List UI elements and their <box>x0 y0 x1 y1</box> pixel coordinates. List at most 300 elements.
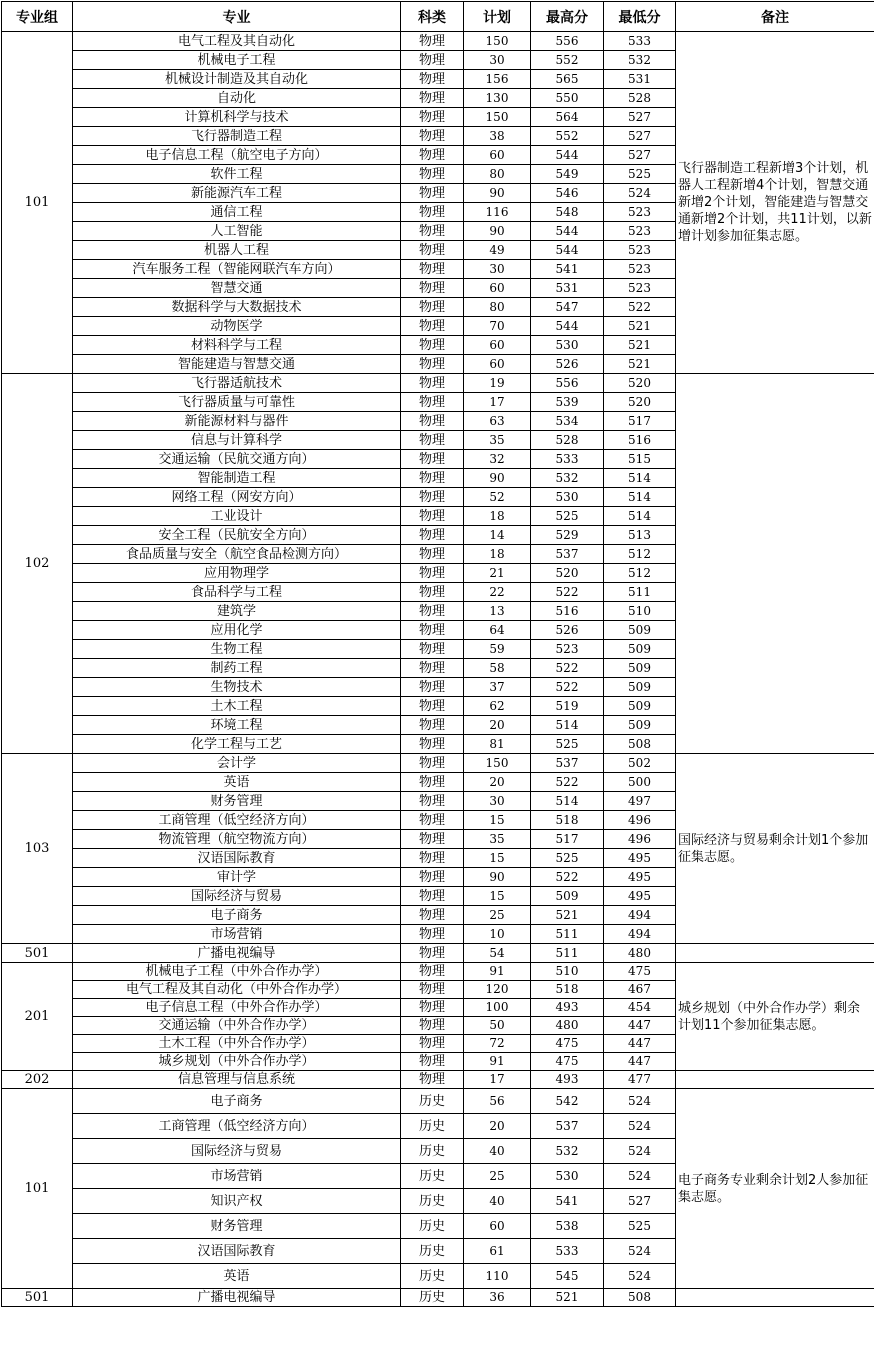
plan-count-cell: 52 <box>464 488 531 507</box>
major-cell: 知识产权 <box>73 1189 401 1214</box>
max-score-cell: 526 <box>531 355 604 374</box>
subject-type-cell: 物理 <box>401 507 464 526</box>
header-max-score: 最高分 <box>531 2 604 32</box>
max-score-cell: 510 <box>531 963 604 981</box>
subject-type-cell: 物理 <box>401 203 464 222</box>
subject-type-cell: 物理 <box>401 583 464 602</box>
min-score-cell: 514 <box>604 507 676 526</box>
max-score-cell: 530 <box>531 488 604 507</box>
plan-count-cell: 37 <box>464 678 531 697</box>
max-score-cell: 520 <box>531 564 604 583</box>
max-score-cell: 539 <box>531 393 604 412</box>
subject-type-cell: 物理 <box>401 602 464 621</box>
max-score-cell: 533 <box>531 1239 604 1264</box>
min-score-cell: 520 <box>604 393 676 412</box>
subject-type-cell: 物理 <box>401 944 464 963</box>
max-score-cell: 546 <box>531 184 604 203</box>
max-score-cell: 565 <box>531 70 604 89</box>
plan-count-cell: 91 <box>464 963 531 981</box>
max-score-cell: 530 <box>531 1164 604 1189</box>
header-major: 专业 <box>73 2 401 32</box>
table-row <box>2 754 874 773</box>
header-min-score: 最低分 <box>604 2 676 32</box>
subject-type-cell: 物理 <box>401 127 464 146</box>
major-cell: 化学工程与工艺 <box>73 735 401 754</box>
subject-type-cell: 物理 <box>401 716 464 735</box>
subject-type-cell: 物理 <box>401 981 464 999</box>
remarks-cell <box>676 1071 874 1089</box>
max-score-cell: 518 <box>531 811 604 830</box>
max-score-cell: 537 <box>531 754 604 773</box>
min-score-cell: 527 <box>604 108 676 127</box>
major-cell: 英语 <box>73 1264 401 1289</box>
max-score-cell: 547 <box>531 298 604 317</box>
plan-count-cell: 20 <box>464 716 531 735</box>
subject-type-cell: 物理 <box>401 906 464 925</box>
min-score-cell: 520 <box>604 374 676 393</box>
subject-type-cell: 物理 <box>401 659 464 678</box>
plan-count-cell: 40 <box>464 1139 531 1164</box>
plan-count-cell: 30 <box>464 792 531 811</box>
subject-type-cell: 物理 <box>401 811 464 830</box>
plan-count-cell: 38 <box>464 127 531 146</box>
plan-count-cell: 15 <box>464 887 531 906</box>
major-cell: 安全工程（民航安全方向） <box>73 526 401 545</box>
group-code-cell: 101 <box>2 32 73 374</box>
min-score-cell: 475 <box>604 963 676 981</box>
max-score-cell: 509 <box>531 887 604 906</box>
major-cell: 审计学 <box>73 868 401 887</box>
subject-type-cell: 物理 <box>401 621 464 640</box>
max-score-cell: 493 <box>531 1071 604 1089</box>
plan-count-cell: 15 <box>464 849 531 868</box>
plan-count-cell: 90 <box>464 868 531 887</box>
major-cell: 通信工程 <box>73 203 401 222</box>
max-score-cell: 516 <box>531 602 604 621</box>
remarks-cell <box>676 944 874 963</box>
subject-type-cell: 物理 <box>401 925 464 944</box>
max-score-cell: 544 <box>531 146 604 165</box>
plan-count-cell: 90 <box>464 469 531 488</box>
major-cell: 人工智能 <box>73 222 401 241</box>
min-score-cell: 521 <box>604 355 676 374</box>
min-score-cell: 447 <box>604 1035 676 1053</box>
min-score-cell: 517 <box>604 412 676 431</box>
group-code-cell: 501 <box>2 944 73 963</box>
major-cell: 机械电子工程 <box>73 51 401 70</box>
major-cell: 食品科学与工程 <box>73 583 401 602</box>
subject-type-cell: 物理 <box>401 393 464 412</box>
subject-type-cell: 物理 <box>401 887 464 906</box>
min-score-cell: 494 <box>604 925 676 944</box>
max-score-cell: 523 <box>531 640 604 659</box>
major-cell: 英语 <box>73 773 401 792</box>
group-code-cell: 102 <box>2 374 73 754</box>
plan-count-cell: 80 <box>464 165 531 184</box>
plan-count-cell: 70 <box>464 317 531 336</box>
max-score-cell: 532 <box>531 469 604 488</box>
subject-type-cell: 历史 <box>401 1089 464 1114</box>
min-score-cell: 467 <box>604 981 676 999</box>
max-score-cell: 545 <box>531 1264 604 1289</box>
max-score-cell: 493 <box>531 999 604 1017</box>
min-score-cell: 527 <box>604 127 676 146</box>
max-score-cell: 556 <box>531 32 604 51</box>
max-score-cell: 475 <box>531 1035 604 1053</box>
plan-count-cell: 60 <box>464 336 531 355</box>
subject-type-cell: 物理 <box>401 108 464 127</box>
max-score-cell: 541 <box>531 260 604 279</box>
subject-type-cell: 物理 <box>401 298 464 317</box>
max-score-cell: 521 <box>531 1289 604 1307</box>
plan-count-cell: 35 <box>464 830 531 849</box>
group-code-cell: 101 <box>2 1089 73 1289</box>
plan-count-cell: 36 <box>464 1289 531 1307</box>
plan-count-cell: 14 <box>464 526 531 545</box>
major-cell: 国际经济与贸易 <box>73 887 401 906</box>
max-score-cell: 525 <box>531 735 604 754</box>
min-score-cell: 494 <box>604 906 676 925</box>
major-cell: 广播电视编导 <box>73 1289 401 1307</box>
plan-count-cell: 72 <box>464 1035 531 1053</box>
major-cell: 生物工程 <box>73 640 401 659</box>
remarks-cell <box>676 374 874 754</box>
subject-type-cell: 物理 <box>401 70 464 89</box>
max-score-cell: 532 <box>531 1139 604 1164</box>
max-score-cell: 519 <box>531 697 604 716</box>
subject-type-cell: 物理 <box>401 146 464 165</box>
max-score-cell: 531 <box>531 279 604 298</box>
table-row <box>2 963 874 981</box>
major-cell: 机械设计制造及其自动化 <box>73 70 401 89</box>
major-cell: 智能制造工程 <box>73 469 401 488</box>
plan-count-cell: 81 <box>464 735 531 754</box>
subject-type-cell: 物理 <box>401 849 464 868</box>
major-cell: 汉语国际教育 <box>73 849 401 868</box>
major-cell: 财务管理 <box>73 792 401 811</box>
plan-count-cell: 20 <box>464 773 531 792</box>
major-cell: 建筑学 <box>73 602 401 621</box>
major-cell: 自动化 <box>73 89 401 108</box>
plan-count-cell: 21 <box>464 564 531 583</box>
min-score-cell: 495 <box>604 887 676 906</box>
max-score-cell: 537 <box>531 545 604 564</box>
min-score-cell: 495 <box>604 849 676 868</box>
min-score-cell: 509 <box>604 697 676 716</box>
min-score-cell: 514 <box>604 469 676 488</box>
subject-type-cell: 物理 <box>401 165 464 184</box>
max-score-cell: 552 <box>531 127 604 146</box>
min-score-cell: 502 <box>604 754 676 773</box>
major-cell: 汽车服务工程（智能网联汽车方向） <box>73 260 401 279</box>
major-cell: 飞行器制造工程 <box>73 127 401 146</box>
min-score-cell: 524 <box>604 1239 676 1264</box>
subject-type-cell: 物理 <box>401 32 464 51</box>
plan-count-cell: 60 <box>464 1214 531 1239</box>
min-score-cell: 524 <box>604 1139 676 1164</box>
subject-type-cell: 物理 <box>401 89 464 108</box>
plan-count-cell: 110 <box>464 1264 531 1289</box>
table-row <box>2 32 874 51</box>
major-cell: 市场营销 <box>73 1164 401 1189</box>
plan-count-cell: 130 <box>464 89 531 108</box>
min-score-cell: 524 <box>604 184 676 203</box>
min-score-cell: 532 <box>604 51 676 70</box>
min-score-cell: 523 <box>604 241 676 260</box>
remarks-cell: 飞行器制造工程新增3个计划，机器人工程新增4个计划，智慧交通新增2个计划，智能建造与智慧交通新增2个计划，共11计划，以新增计划参加征集志愿。 <box>676 32 874 374</box>
min-score-cell: 500 <box>604 773 676 792</box>
major-cell: 软件工程 <box>73 165 401 184</box>
subject-type-cell: 物理 <box>401 317 464 336</box>
table-body <box>2 32 874 1307</box>
plan-count-cell: 120 <box>464 981 531 999</box>
table-row <box>2 1289 874 1307</box>
max-score-cell: 544 <box>531 317 604 336</box>
subject-type-cell: 历史 <box>401 1139 464 1164</box>
major-cell: 电气工程及其自动化 <box>73 32 401 51</box>
min-score-cell: 497 <box>604 792 676 811</box>
max-score-cell: 526 <box>531 621 604 640</box>
subject-type-cell: 物理 <box>401 241 464 260</box>
plan-count-cell: 40 <box>464 1189 531 1214</box>
max-score-cell: 544 <box>531 241 604 260</box>
min-score-cell: 513 <box>604 526 676 545</box>
header-type: 科类 <box>401 2 464 32</box>
table-row <box>2 1071 874 1089</box>
subject-type-cell: 物理 <box>401 431 464 450</box>
min-score-cell: 525 <box>604 165 676 184</box>
max-score-cell: 522 <box>531 583 604 602</box>
plan-count-cell: 64 <box>464 621 531 640</box>
min-score-cell: 521 <box>604 317 676 336</box>
subject-type-cell: 物理 <box>401 999 464 1017</box>
subject-type-cell: 物理 <box>401 469 464 488</box>
max-score-cell: 521 <box>531 906 604 925</box>
min-score-cell: 527 <box>604 1189 676 1214</box>
plan-count-cell: 60 <box>464 146 531 165</box>
plan-count-cell: 25 <box>464 906 531 925</box>
max-score-cell: 550 <box>531 89 604 108</box>
subject-type-cell: 历史 <box>401 1289 464 1307</box>
min-score-cell: 523 <box>604 260 676 279</box>
max-score-cell: 537 <box>531 1114 604 1139</box>
min-score-cell: 496 <box>604 830 676 849</box>
min-score-cell: 509 <box>604 716 676 735</box>
min-score-cell: 514 <box>604 488 676 507</box>
max-score-cell: 522 <box>531 659 604 678</box>
subject-type-cell: 物理 <box>401 184 464 203</box>
subject-type-cell: 物理 <box>401 830 464 849</box>
remarks-cell: 国际经济与贸易剩余计划1个参加征集志愿。 <box>676 754 874 944</box>
major-cell: 会计学 <box>73 754 401 773</box>
min-score-cell: 521 <box>604 336 676 355</box>
min-score-cell: 447 <box>604 1017 676 1035</box>
min-score-cell: 524 <box>604 1164 676 1189</box>
major-cell: 智能建造与智慧交通 <box>73 355 401 374</box>
subject-type-cell: 物理 <box>401 1071 464 1089</box>
subject-type-cell: 物理 <box>401 336 464 355</box>
min-score-cell: 454 <box>604 999 676 1017</box>
subject-type-cell: 历史 <box>401 1239 464 1264</box>
plan-count-cell: 62 <box>464 697 531 716</box>
plan-count-cell: 90 <box>464 184 531 203</box>
remarks-cell: 电子商务专业剩余计划2人参加征集志愿。 <box>676 1089 874 1289</box>
major-cell: 电子商务 <box>73 906 401 925</box>
major-cell: 物流管理（航空物流方向） <box>73 830 401 849</box>
table-row <box>2 374 874 393</box>
max-score-cell: 564 <box>531 108 604 127</box>
major-cell: 工业设计 <box>73 507 401 526</box>
plan-count-cell: 17 <box>464 1071 531 1089</box>
subject-type-cell: 物理 <box>401 355 464 374</box>
subject-type-cell: 物理 <box>401 488 464 507</box>
min-score-cell: 447 <box>604 1053 676 1071</box>
min-score-cell: 511 <box>604 583 676 602</box>
plan-count-cell: 15 <box>464 811 531 830</box>
major-cell: 国际经济与贸易 <box>73 1139 401 1164</box>
min-score-cell: 523 <box>604 279 676 298</box>
subject-type-cell: 历史 <box>401 1214 464 1239</box>
max-score-cell: 548 <box>531 203 604 222</box>
plan-count-cell: 35 <box>464 431 531 450</box>
max-score-cell: 533 <box>531 450 604 469</box>
major-cell: 交通运输（民航交通方向） <box>73 450 401 469</box>
max-score-cell: 528 <box>531 431 604 450</box>
major-cell: 机器人工程 <box>73 241 401 260</box>
max-score-cell: 541 <box>531 1189 604 1214</box>
min-score-cell: 527 <box>604 146 676 165</box>
major-cell: 生物技术 <box>73 678 401 697</box>
plan-count-cell: 116 <box>464 203 531 222</box>
major-cell: 信息管理与信息系统 <box>73 1071 401 1089</box>
plan-count-cell: 13 <box>464 602 531 621</box>
major-cell: 广播电视编导 <box>73 944 401 963</box>
major-cell: 信息与计算科学 <box>73 431 401 450</box>
subject-type-cell: 物理 <box>401 450 464 469</box>
min-score-cell: 509 <box>604 621 676 640</box>
plan-count-cell: 18 <box>464 545 531 564</box>
subject-type-cell: 物理 <box>401 1035 464 1053</box>
min-score-cell: 509 <box>604 678 676 697</box>
subject-type-cell: 物理 <box>401 526 464 545</box>
max-score-cell: 511 <box>531 944 604 963</box>
subject-type-cell: 物理 <box>401 640 464 659</box>
admission-score-table <box>1 1 874 1307</box>
min-score-cell: 508 <box>604 735 676 754</box>
subject-type-cell: 物理 <box>401 1017 464 1035</box>
major-cell: 电气工程及其自动化（中外合作办学） <box>73 981 401 999</box>
min-score-cell: 512 <box>604 564 676 583</box>
major-cell: 土木工程（中外合作办学） <box>73 1035 401 1053</box>
plan-count-cell: 50 <box>464 1017 531 1035</box>
subject-type-cell: 历史 <box>401 1189 464 1214</box>
min-score-cell: 495 <box>604 868 676 887</box>
major-cell: 土木工程 <box>73 697 401 716</box>
subject-type-cell: 物理 <box>401 279 464 298</box>
plan-count-cell: 58 <box>464 659 531 678</box>
remarks-cell: 城乡规划（中外合作办学）剩余计划11个参加征集志愿。 <box>676 963 874 1071</box>
min-score-cell: 515 <box>604 450 676 469</box>
min-score-cell: 528 <box>604 89 676 108</box>
min-score-cell: 522 <box>604 298 676 317</box>
min-score-cell: 525 <box>604 1214 676 1239</box>
plan-count-cell: 150 <box>464 108 531 127</box>
plan-count-cell: 49 <box>464 241 531 260</box>
subject-type-cell: 物理 <box>401 545 464 564</box>
subject-type-cell: 历史 <box>401 1114 464 1139</box>
major-cell: 城乡规划（中外合作办学） <box>73 1053 401 1071</box>
plan-count-cell: 18 <box>464 507 531 526</box>
max-score-cell: 511 <box>531 925 604 944</box>
subject-type-cell: 物理 <box>401 868 464 887</box>
max-score-cell: 530 <box>531 336 604 355</box>
plan-count-cell: 150 <box>464 32 531 51</box>
group-code-cell: 501 <box>2 1289 73 1307</box>
subject-type-cell: 物理 <box>401 1053 464 1071</box>
max-score-cell: 522 <box>531 678 604 697</box>
table-row <box>2 944 874 963</box>
max-score-cell: 529 <box>531 526 604 545</box>
major-cell: 新能源材料与器件 <box>73 412 401 431</box>
subject-type-cell: 物理 <box>401 51 464 70</box>
plan-count-cell: 30 <box>464 260 531 279</box>
plan-count-cell: 63 <box>464 412 531 431</box>
max-score-cell: 538 <box>531 1214 604 1239</box>
min-score-cell: 516 <box>604 431 676 450</box>
plan-count-cell: 100 <box>464 999 531 1017</box>
subject-type-cell: 物理 <box>401 773 464 792</box>
major-cell: 市场营销 <box>73 925 401 944</box>
min-score-cell: 523 <box>604 222 676 241</box>
max-score-cell: 480 <box>531 1017 604 1035</box>
max-score-cell: 525 <box>531 507 604 526</box>
subject-type-cell: 历史 <box>401 1264 464 1289</box>
min-score-cell: 509 <box>604 640 676 659</box>
subject-type-cell: 历史 <box>401 1164 464 1189</box>
min-score-cell: 524 <box>604 1114 676 1139</box>
header-row <box>2 2 874 32</box>
plan-count-cell: 156 <box>464 70 531 89</box>
subject-type-cell: 物理 <box>401 260 464 279</box>
major-cell: 食品质量与安全（航空食品检测方向） <box>73 545 401 564</box>
max-score-cell: 514 <box>531 716 604 735</box>
subject-type-cell: 物理 <box>401 374 464 393</box>
max-score-cell: 552 <box>531 51 604 70</box>
max-score-cell: 518 <box>531 981 604 999</box>
major-cell: 飞行器质量与可靠性 <box>73 393 401 412</box>
max-score-cell: 475 <box>531 1053 604 1071</box>
remarks-cell <box>676 1289 874 1307</box>
major-cell: 动物医学 <box>73 317 401 336</box>
subject-type-cell: 物理 <box>401 697 464 716</box>
plan-count-cell: 32 <box>464 450 531 469</box>
subject-type-cell: 物理 <box>401 222 464 241</box>
subject-type-cell: 物理 <box>401 754 464 773</box>
major-cell: 智慧交通 <box>73 279 401 298</box>
subject-type-cell: 物理 <box>401 792 464 811</box>
plan-count-cell: 20 <box>464 1114 531 1139</box>
plan-count-cell: 91 <box>464 1053 531 1071</box>
min-score-cell: 510 <box>604 602 676 621</box>
plan-count-cell: 60 <box>464 355 531 374</box>
major-cell: 材料科学与工程 <box>73 336 401 355</box>
major-cell: 环境工程 <box>73 716 401 735</box>
subject-type-cell: 物理 <box>401 678 464 697</box>
min-score-cell: 496 <box>604 811 676 830</box>
major-cell: 飞行器适航技术 <box>73 374 401 393</box>
plan-count-cell: 19 <box>464 374 531 393</box>
min-score-cell: 524 <box>604 1089 676 1114</box>
